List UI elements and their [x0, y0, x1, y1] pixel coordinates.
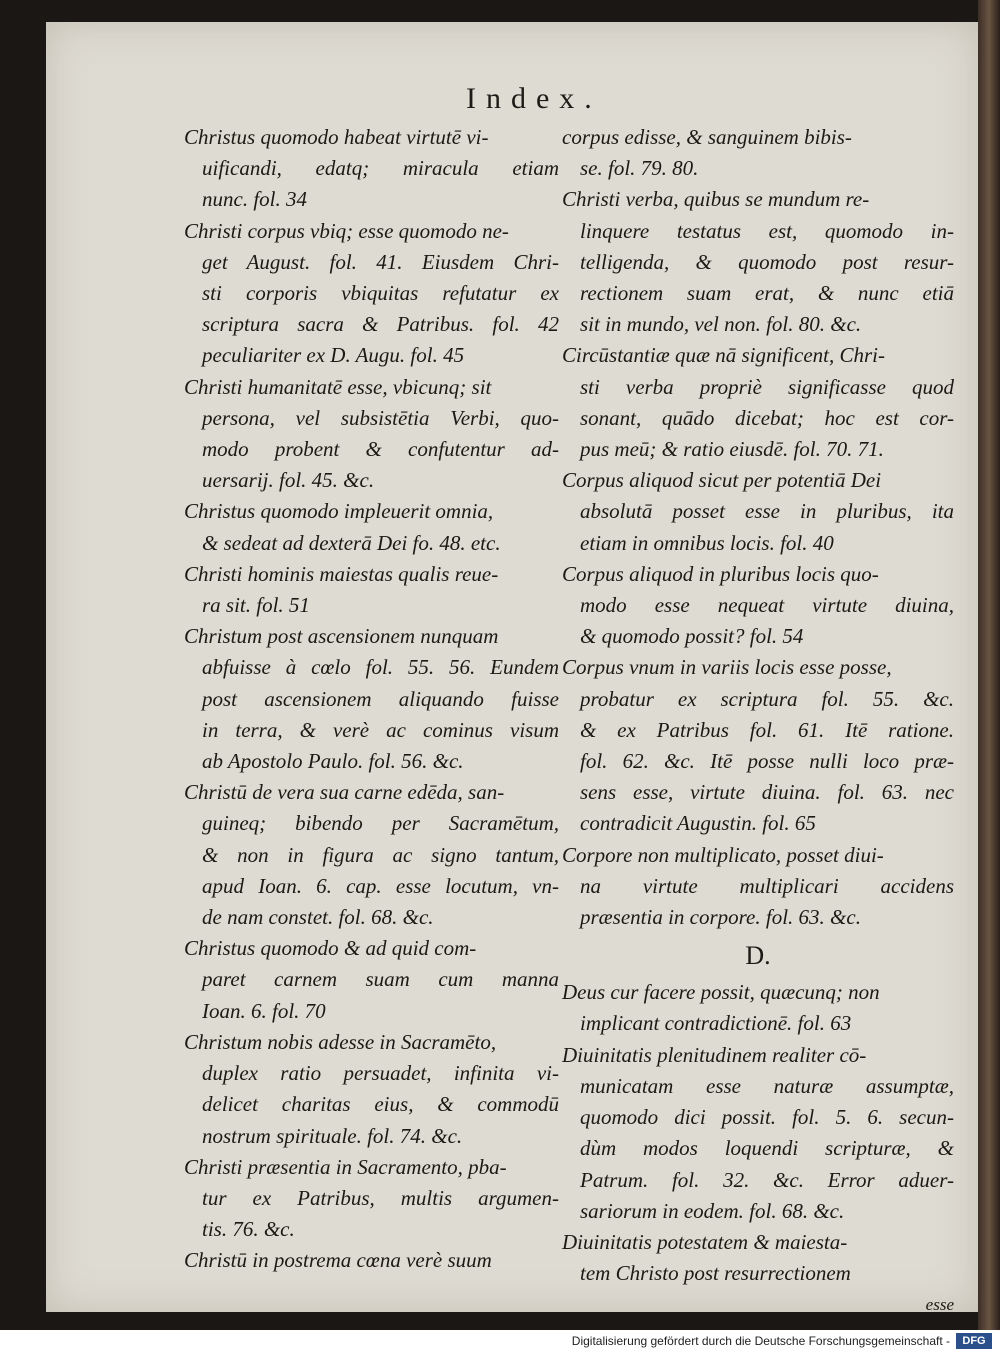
entry-line: telligenda, & quomodo post resur- [580, 249, 954, 274]
entry-headline: Deus cur facere possit, quæcunq; non [562, 980, 880, 1005]
index-entry [562, 465, 954, 559]
entry-line: ab Apostolo Paulo. fol. 56. &c. [202, 749, 464, 774]
dfg-logo: DFG [956, 1333, 992, 1349]
entry-line: sti corporis vbiquitas refutatur ex [202, 281, 559, 306]
entry-line: sariorum in eodem. fol. 68. &c. [580, 1198, 845, 1223]
entry-line: dùm modos loquendi scripturæ, & [580, 1136, 954, 1161]
entry-line: & quomodo possit? fol. 54 [580, 624, 804, 649]
entry-line: & sedeat ad dexterā Dei fo. 48. etc. [202, 530, 501, 555]
running-head: Index. [466, 82, 602, 115]
index-entry [184, 621, 559, 777]
page-edge [978, 0, 1000, 1330]
entry-line: & ex Patribus fol. 61. Itē ratione. [580, 717, 954, 742]
entry-line: na virtute multiplicari accidens [580, 873, 954, 898]
entry-line: duplex ratio persuadet, infinita vi- [202, 1061, 559, 1086]
entry-headline: Christi humanitatē esse, vbicunq; sit [184, 374, 492, 399]
index-entry [562, 559, 954, 653]
entry-headline: Christi hominis maiestas qualis reue- [184, 561, 499, 586]
entry-headline: Diuinitatis potestatem & maiesta- [562, 1229, 848, 1254]
entry-line: in terra, & verè ac cominus visum [202, 717, 559, 742]
entry-line: uificandi, edatq; miracula etiam [202, 156, 559, 181]
entry-line: nunc. fol. 34 [202, 187, 307, 212]
entry-line: delicet charitas eius, & commodū [202, 1092, 559, 1117]
index-letter-heading: D. [745, 941, 771, 971]
entry-line: tem Christo post resurrectionem [580, 1261, 851, 1286]
entry-headline: Christū in postrema cœna verè suum [184, 1248, 492, 1273]
entry-headline: Christi præsentia in Sacramento, pba- [184, 1154, 507, 1179]
index-entry [562, 1040, 954, 1227]
entry-line: guineq; bibendo per Sacramētum, [202, 811, 559, 836]
entry-line: nostrum spirituale. fol. 74. &c. [202, 1123, 463, 1148]
entry-line: municatam esse naturæ assumptæ, [580, 1073, 954, 1098]
entry-line: Ioan. 6. fol. 70 [202, 998, 326, 1023]
index-entry [562, 840, 954, 934]
funding-note: Digitalisierung gefördert durch die Deutsche Forschungsgemeinschaft - [571, 1334, 950, 1348]
entry-line: abfuisse à cœlo fol. 55. 56. Eundem [202, 655, 559, 680]
index-entry [184, 933, 559, 1027]
index-entry [562, 1227, 954, 1289]
entry-line: Patrum. fol. 32. &c. Error aduer- [580, 1167, 954, 1192]
index-entry [184, 1027, 559, 1152]
entry-headline: Christum post ascensionem nunquam [184, 624, 499, 649]
entry-line: persona, vel subsistētia Verbi, quo- [202, 405, 559, 430]
entry-line: modo esse nequeat virtute diuina, [580, 593, 954, 618]
entry-headline: Corpore non multiplicato, posset diui- [562, 842, 884, 867]
entry-line: præsentia in corpore. fol. 63. &c. [580, 905, 861, 930]
entry-line: de nam constet. fol. 68. &c. [202, 905, 434, 930]
entry-line: uersarij. fol. 45. &c. [202, 468, 375, 493]
index-entry [562, 122, 954, 184]
entry-line: sit in mundo, vel non. fol. 80. &c. [580, 312, 862, 337]
index-entry [562, 977, 954, 1039]
entry-headline: Christus quomodo impleuerit omnia, [184, 499, 494, 524]
entry-line: tur ex Patribus, multis argumen- [202, 1185, 559, 1210]
entry-headline: Diuinitatis plenitudinem realiter cō- [562, 1042, 867, 1067]
entry-line: paret carnem suam cum manna [202, 967, 559, 992]
entry-line: contradicit Augustin. fol. 65 [580, 811, 816, 836]
entry-line: modo probent & confutentur ad- [202, 437, 559, 462]
entry-line: & non in figura ac signo tantum, [202, 842, 559, 867]
index-entry [184, 1245, 559, 1276]
entry-headline: Christū de vera sua carne edēda, san- [184, 780, 505, 805]
entry-line: ra sit. fol. 51 [202, 593, 310, 618]
entry-line: rectionem suam erat, & nunc etiā [580, 281, 954, 306]
right-column [562, 122, 954, 1321]
entry-line: sonant, quādo dicebat; hoc est cor- [580, 405, 954, 430]
entry-line: apud Ioan. 6. cap. esse locutum, vn- [202, 873, 559, 898]
index-entry [184, 777, 559, 933]
book-page [46, 22, 978, 1315]
index-entry [184, 559, 559, 621]
entry-line: se. fol. 79. 80. [580, 156, 699, 181]
entry-line: quomodo dici possit. fol. 5. 6. secun- [580, 1105, 954, 1130]
entry-headline: Corpus aliquod sicut per potentiā Dei [562, 468, 882, 493]
entry-line: peculiariter ex D. Augu. fol. 45 [202, 343, 465, 368]
index-entry [184, 496, 559, 558]
index-entry [184, 1152, 559, 1246]
catchword: esse [925, 1295, 954, 1315]
entry-line: post ascensionem aliquando fuisse [202, 686, 559, 711]
entry-headline: Christus quomodo habeat virtutē vi- [184, 125, 489, 149]
entry-headline: Christus quomodo & ad quid com- [184, 936, 477, 961]
entry-line: absolutā posset esse in pluribus, ita [580, 499, 954, 524]
entry-line: linquere testatus est, quomodo in- [580, 218, 954, 243]
entry-line: implicant contradictionē. fol. 63 [580, 1011, 852, 1036]
entry-line: sti verba propriè significasse quod [580, 374, 954, 399]
entry-headline: Corpus vnum in variis locis esse posse, [562, 655, 892, 680]
entry-line: get August. fol. 41. Eiusdem Chri- [202, 249, 559, 274]
entry-line: fol. 62. &c. Itē posse nulli loco præ- [580, 749, 954, 774]
index-entry [184, 122, 559, 216]
index-entry [184, 372, 559, 497]
entry-line: sens esse, virtute diuina. fol. 63. nec [580, 780, 954, 805]
entry-headline: Christi corpus vbiq; esse quomodo ne- [184, 218, 509, 243]
entry-headline: Christi verba, quibus se mundum re- [562, 187, 870, 212]
entry-headline: corpus edisse, & sanguinem bibis- [562, 125, 852, 149]
entry-headline: Circūstantiæ quæ nā significent, Chri- [562, 343, 885, 368]
entry-headline: Christum nobis adesse in Sacramēto, [184, 1029, 497, 1054]
entry-headline: Corpus aliquod in pluribus locis quo- [562, 561, 879, 586]
entry-line: probatur ex scriptura fol. 55. &c. [580, 686, 954, 711]
index-entry [562, 184, 954, 340]
index-entry [184, 216, 559, 372]
entry-line: pus meū; & ratio eiusdē. fol. 70. 71. [580, 437, 884, 462]
footer-bar [0, 1330, 1000, 1354]
entry-line: tis. 76. &c. [202, 1217, 295, 1242]
entry-line: etiam in omnibus locis. fol. 40 [580, 530, 834, 555]
index-entry [562, 340, 954, 465]
left-column [184, 122, 559, 1277]
index-entry [562, 652, 954, 839]
entry-line: scriptura sacra & Patribus. fol. 42 [202, 312, 559, 337]
